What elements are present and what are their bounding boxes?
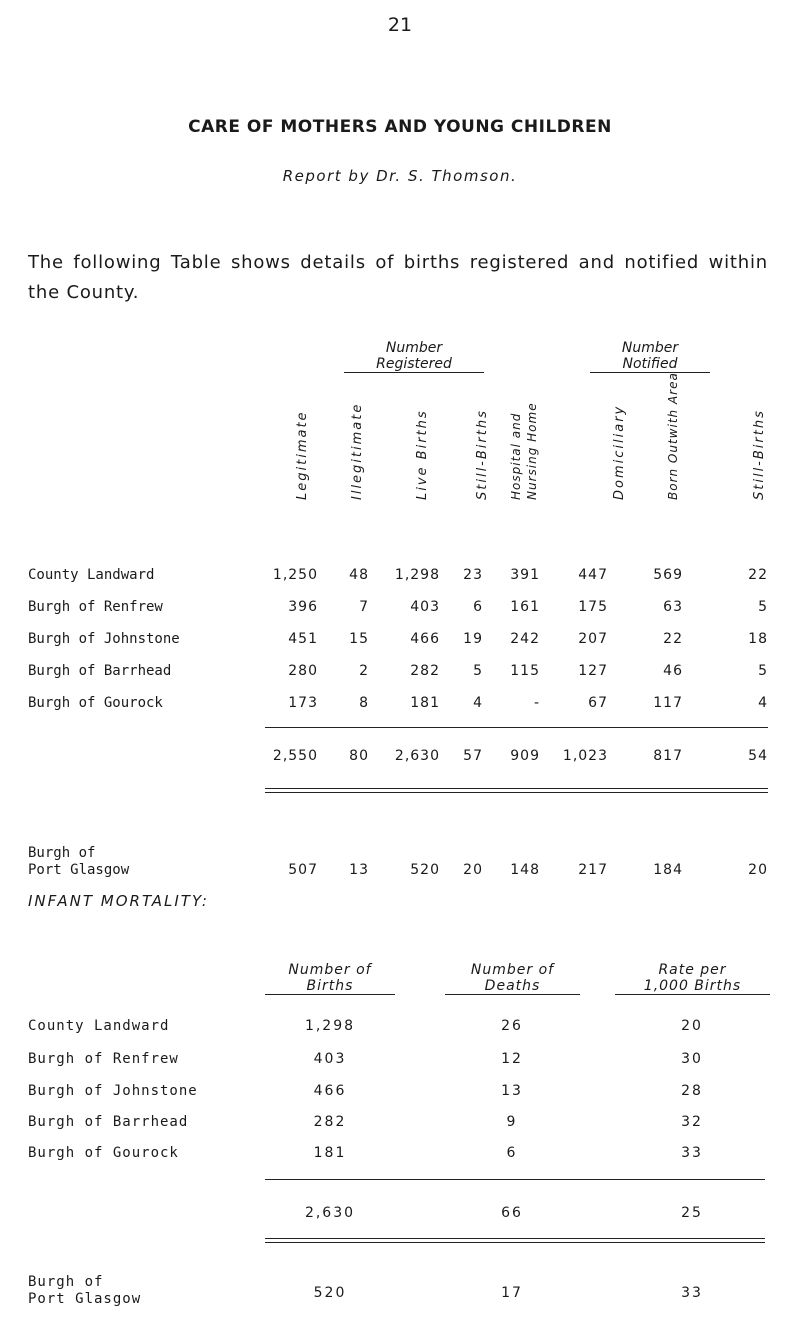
col-header-hospital-nursing: Hospital and Nursing Home [509, 402, 539, 500]
row-label-gourock: Burgh of Gourock [28, 695, 163, 711]
table2-cell: 26 [501, 1018, 523, 1034]
port-label-line2: Port Glasgow [28, 862, 130, 878]
table1-cell: 280 [288, 663, 318, 679]
total-double-rule-bottom [265, 792, 768, 793]
table1-cell: 46 [663, 663, 683, 679]
table2-port-cell: 520 [313, 1285, 347, 1301]
table1-total-cell: 2,550 [272, 748, 318, 764]
infant-mortality-heading: INFANT MORTALITY: [28, 892, 209, 910]
table1-cell: 4 [758, 695, 768, 711]
table2-cell: 32 [681, 1114, 703, 1130]
table1-cell: 115 [510, 663, 540, 679]
table2-cell: 1,298 [304, 1018, 356, 1034]
table1-cell: 175 [578, 599, 608, 615]
t2-row-label-county-landward: County Landward [28, 1018, 170, 1034]
t2-port-label-line2: Port Glasgow [28, 1291, 142, 1307]
table2-cell: 12 [501, 1051, 523, 1067]
table1-total-cell: 80 [349, 748, 369, 764]
table1-cell: 1,250 [272, 567, 318, 583]
group-header-registered-line1: Number [385, 340, 443, 356]
table2-total-cell: 25 [681, 1205, 703, 1221]
table1-total-cell: 57 [463, 748, 483, 764]
t2-row-label-gourock: Burgh of Gourock [28, 1145, 179, 1161]
t2-row-label-renfrew: Burgh of Renfrew [28, 1051, 179, 1067]
table1-port-cell: 507 [288, 862, 318, 878]
table1-port-cell: 520 [410, 862, 440, 878]
t2-header-births-line2: Births [265, 978, 395, 995]
table1-cell: 242 [510, 631, 540, 647]
t2-header-rate-line2: 1,000 Births [615, 978, 770, 995]
table1-total-cell: 817 [653, 748, 683, 764]
table2-cell: 6 [506, 1145, 518, 1161]
t2-header-deaths-line2: Deaths [445, 978, 580, 995]
table1-cell: 207 [578, 631, 608, 647]
table1-cell: 5 [758, 663, 768, 679]
table1-port-cell: 20 [748, 862, 768, 878]
group-header-notified-line2: Notified [590, 356, 710, 373]
table1-cell: 4 [473, 695, 483, 711]
table1-cell: 22 [663, 631, 683, 647]
table2-cell: 403 [313, 1051, 347, 1067]
table2-cell: 282 [313, 1114, 347, 1130]
table1-total-cell: 54 [748, 748, 768, 764]
table2-cell: 466 [313, 1083, 347, 1099]
table2-total-cell: 66 [501, 1205, 523, 1221]
table1-cell: - [533, 695, 540, 711]
t2-header-rate-line1: Rate per [658, 962, 727, 978]
table1-cell: 117 [653, 695, 683, 711]
table1-cell: 403 [410, 599, 440, 615]
group-header-registered-line2: Registered [344, 356, 484, 373]
table1-cell: 173 [288, 695, 318, 711]
group-header-notified [590, 340, 710, 373]
table1-cell: 67 [588, 695, 608, 711]
col-header-still-births-notified: Still-Births [752, 409, 767, 500]
table2-cell: 181 [313, 1145, 347, 1161]
table1-port-cell: 148 [510, 862, 540, 878]
table1-port-cell: 184 [653, 862, 683, 878]
t2-port-label-line1: Burgh of [28, 1274, 104, 1290]
table1-cell: 181 [410, 695, 440, 711]
col-header-born-outwith-area: Born Outwith Area [666, 372, 680, 500]
table1-cell: 15 [349, 631, 369, 647]
table1-cell: 451 [288, 631, 318, 647]
port-label-line1: Burgh of [28, 845, 96, 861]
table1-cell: 63 [663, 599, 683, 615]
group-header-registered [344, 340, 484, 373]
table1-total-cell: 909 [510, 748, 540, 764]
table1-cell: 5 [758, 599, 768, 615]
table1-cell: 569 [653, 567, 683, 583]
table1-port-cell: 20 [463, 862, 483, 878]
col-header-domiciliary: Domiciliary [612, 404, 627, 500]
table1-cell: 22 [748, 567, 768, 583]
page-title: CARE OF MOTHERS AND YOUNG CHILDREN [188, 117, 612, 137]
row-label-county-landward: County Landward [28, 567, 155, 583]
table1-cell: 447 [578, 567, 608, 583]
table1-cell: 6 [473, 599, 483, 615]
t2-header-deaths-line1: Number of [470, 962, 555, 978]
table1-total-cell: 2,630 [394, 748, 440, 764]
col-header-still-births: Still-Births [475, 409, 490, 500]
table2-cell: 9 [506, 1114, 518, 1130]
col-header-legitimate: Legitimate [295, 410, 310, 500]
table2-cell: 33 [681, 1145, 703, 1161]
t2-row-label-johnstone: Burgh of Johnstone [28, 1083, 198, 1099]
table2-cell: 30 [681, 1051, 703, 1067]
group-header-notified-line1: Number [621, 340, 679, 356]
table1-cell: 18 [748, 631, 768, 647]
table2-cell: 28 [681, 1083, 703, 1099]
table2-port-cell: 17 [501, 1285, 523, 1301]
table1-cell: 7 [359, 599, 369, 615]
table2-cell: 13 [501, 1083, 523, 1099]
table2-port-cell: 33 [681, 1285, 703, 1301]
t2-subtotal-rule [265, 1179, 765, 1180]
table1-cell: 8 [359, 695, 369, 711]
row-label-port-glasgow [28, 845, 129, 879]
t2-row-label-port-glasgow [28, 1274, 141, 1308]
t2-header-deaths [445, 962, 580, 995]
table2-total-cell: 2,630 [304, 1205, 356, 1221]
table1-total-cell: 1,023 [562, 748, 608, 764]
table2-cell: 20 [681, 1018, 703, 1034]
t2-header-births-line1: Number of [288, 962, 372, 978]
table1-cell: 391 [510, 567, 540, 583]
col-header-live-births: Live Births [415, 409, 430, 500]
table1-port-cell: 13 [349, 862, 369, 878]
col-header-illegitimate: Illegitimate [350, 402, 365, 500]
t2-total-double-rule-top [265, 1238, 765, 1239]
table1-cell: 1,298 [394, 567, 440, 583]
page-number: 21 [387, 14, 413, 36]
row-label-johnstone: Burgh of Johnstone [28, 631, 180, 647]
t2-total-double-rule-bottom [265, 1242, 765, 1243]
table1-cell: 2 [359, 663, 369, 679]
report-byline: Report by Dr. S. Thomson. [282, 167, 518, 185]
table1-cell: 5 [473, 663, 483, 679]
row-label-renfrew: Burgh of Renfrew [28, 599, 163, 615]
table1-port-cell: 217 [578, 862, 608, 878]
total-double-rule-top [265, 788, 768, 789]
t2-header-births [265, 962, 395, 995]
table1-cell: 23 [463, 567, 483, 583]
row-label-barrhead: Burgh of Barrhead [28, 663, 172, 679]
table1-cell: 396 [288, 599, 318, 615]
table1-cell: 282 [410, 663, 440, 679]
table1-cell: 161 [510, 599, 540, 615]
subtotal-rule [265, 727, 768, 728]
intro-paragraph: The following Table shows details of births registered and notified within the County. [28, 252, 768, 303]
t2-row-label-barrhead: Burgh of Barrhead [28, 1114, 189, 1130]
table1-cell: 127 [578, 663, 608, 679]
table1-cell: 48 [349, 567, 369, 583]
table1-cell: 19 [463, 631, 483, 647]
t2-header-rate [615, 962, 770, 995]
table1-cell: 466 [410, 631, 440, 647]
